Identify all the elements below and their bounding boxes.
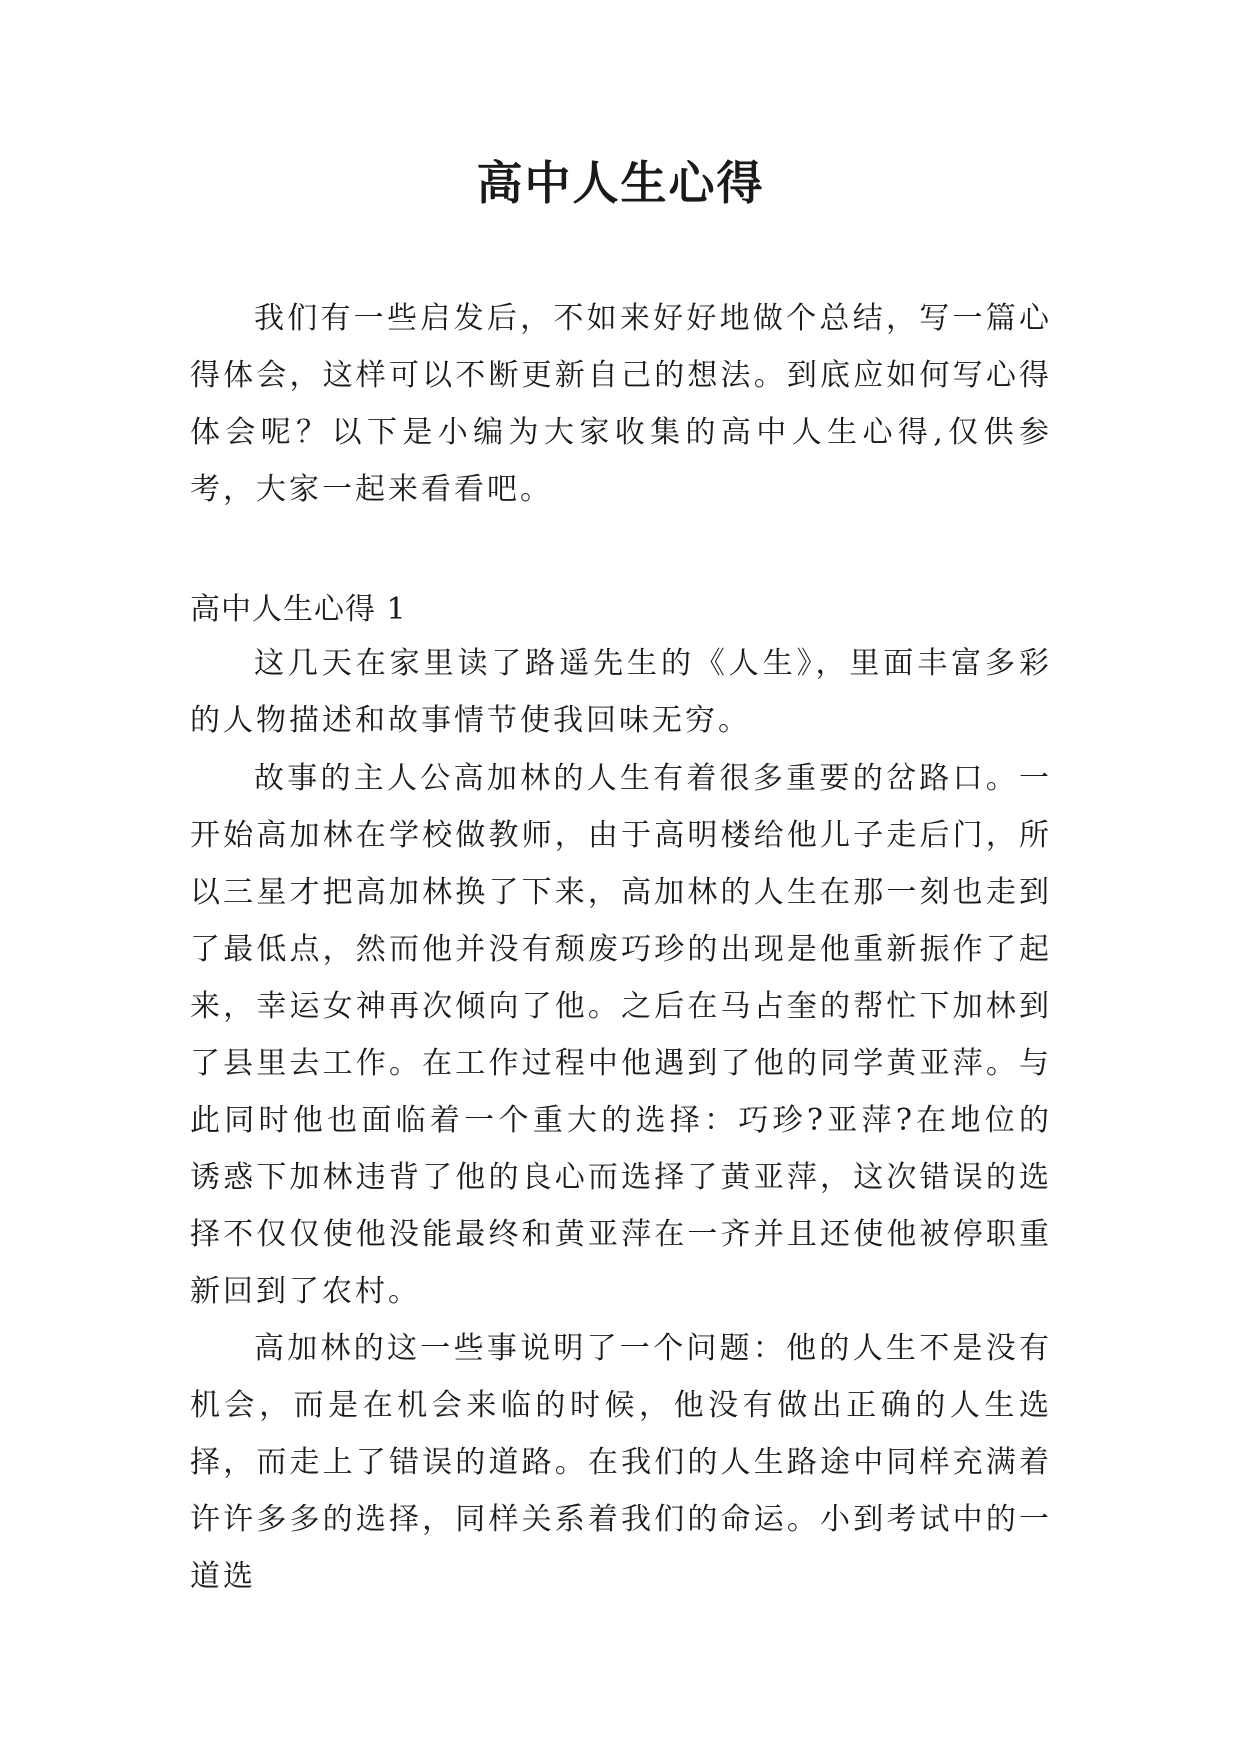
body-paragraph: 故事的主人公高加林的人生有着很多重要的岔路口。一开始高加林在学校做教师，由于高明楼给他儿子走后门，所以三星才把高加林换了下来，高加林的人生在那一刻也走到了最低点，然而他并没有颓废巧珍的出现是他重新振作了起来，幸运女神再次倾向了他。之后在马占奎的帮忙下加林到了县里去工作。在工作过程中他遇到了他的同学黄亚萍。与此同时他也面临着一个重大的选择：巧珍?亚萍?在地位的诱惑下加林违背了他的良心而选择了黄亚萍，这次错误的选择不仅仅使他没能最终和黄亚萍在一齐并且还使他被停职重新回到了农村。 <box>190 761 1052 1309</box>
intro-paragraph: 我们有一些启发后，不如来好好地做个总结，写一篇心得体会，这样可以不断更新自己的想法。到底应如何写心得体会呢？以下是小编为大家收集的高中人生心得,仅供参考，大家一起来看看吧。 <box>190 301 1052 507</box>
document-title: 高中人生心得 <box>476 156 765 210</box>
body-paragraph: 这几天在家里读了路遥先生的《人生》，里面丰富多彩的人物描述和故事情节使我回味无穷。 <box>190 646 1052 738</box>
body-paragraph: 高加林的这一些事说明了一个问题：他的人生不是没有机会，而是在机会来临的时候，他没有做出正确的人生选择，而走上了错误的道路。在我们的人生路途中同样充满着许许多多的选择，同样关系着我们的命运。小到考试中的一道选 <box>190 1331 1052 1594</box>
section-heading: 高中人生心得 1 <box>190 592 407 627</box>
